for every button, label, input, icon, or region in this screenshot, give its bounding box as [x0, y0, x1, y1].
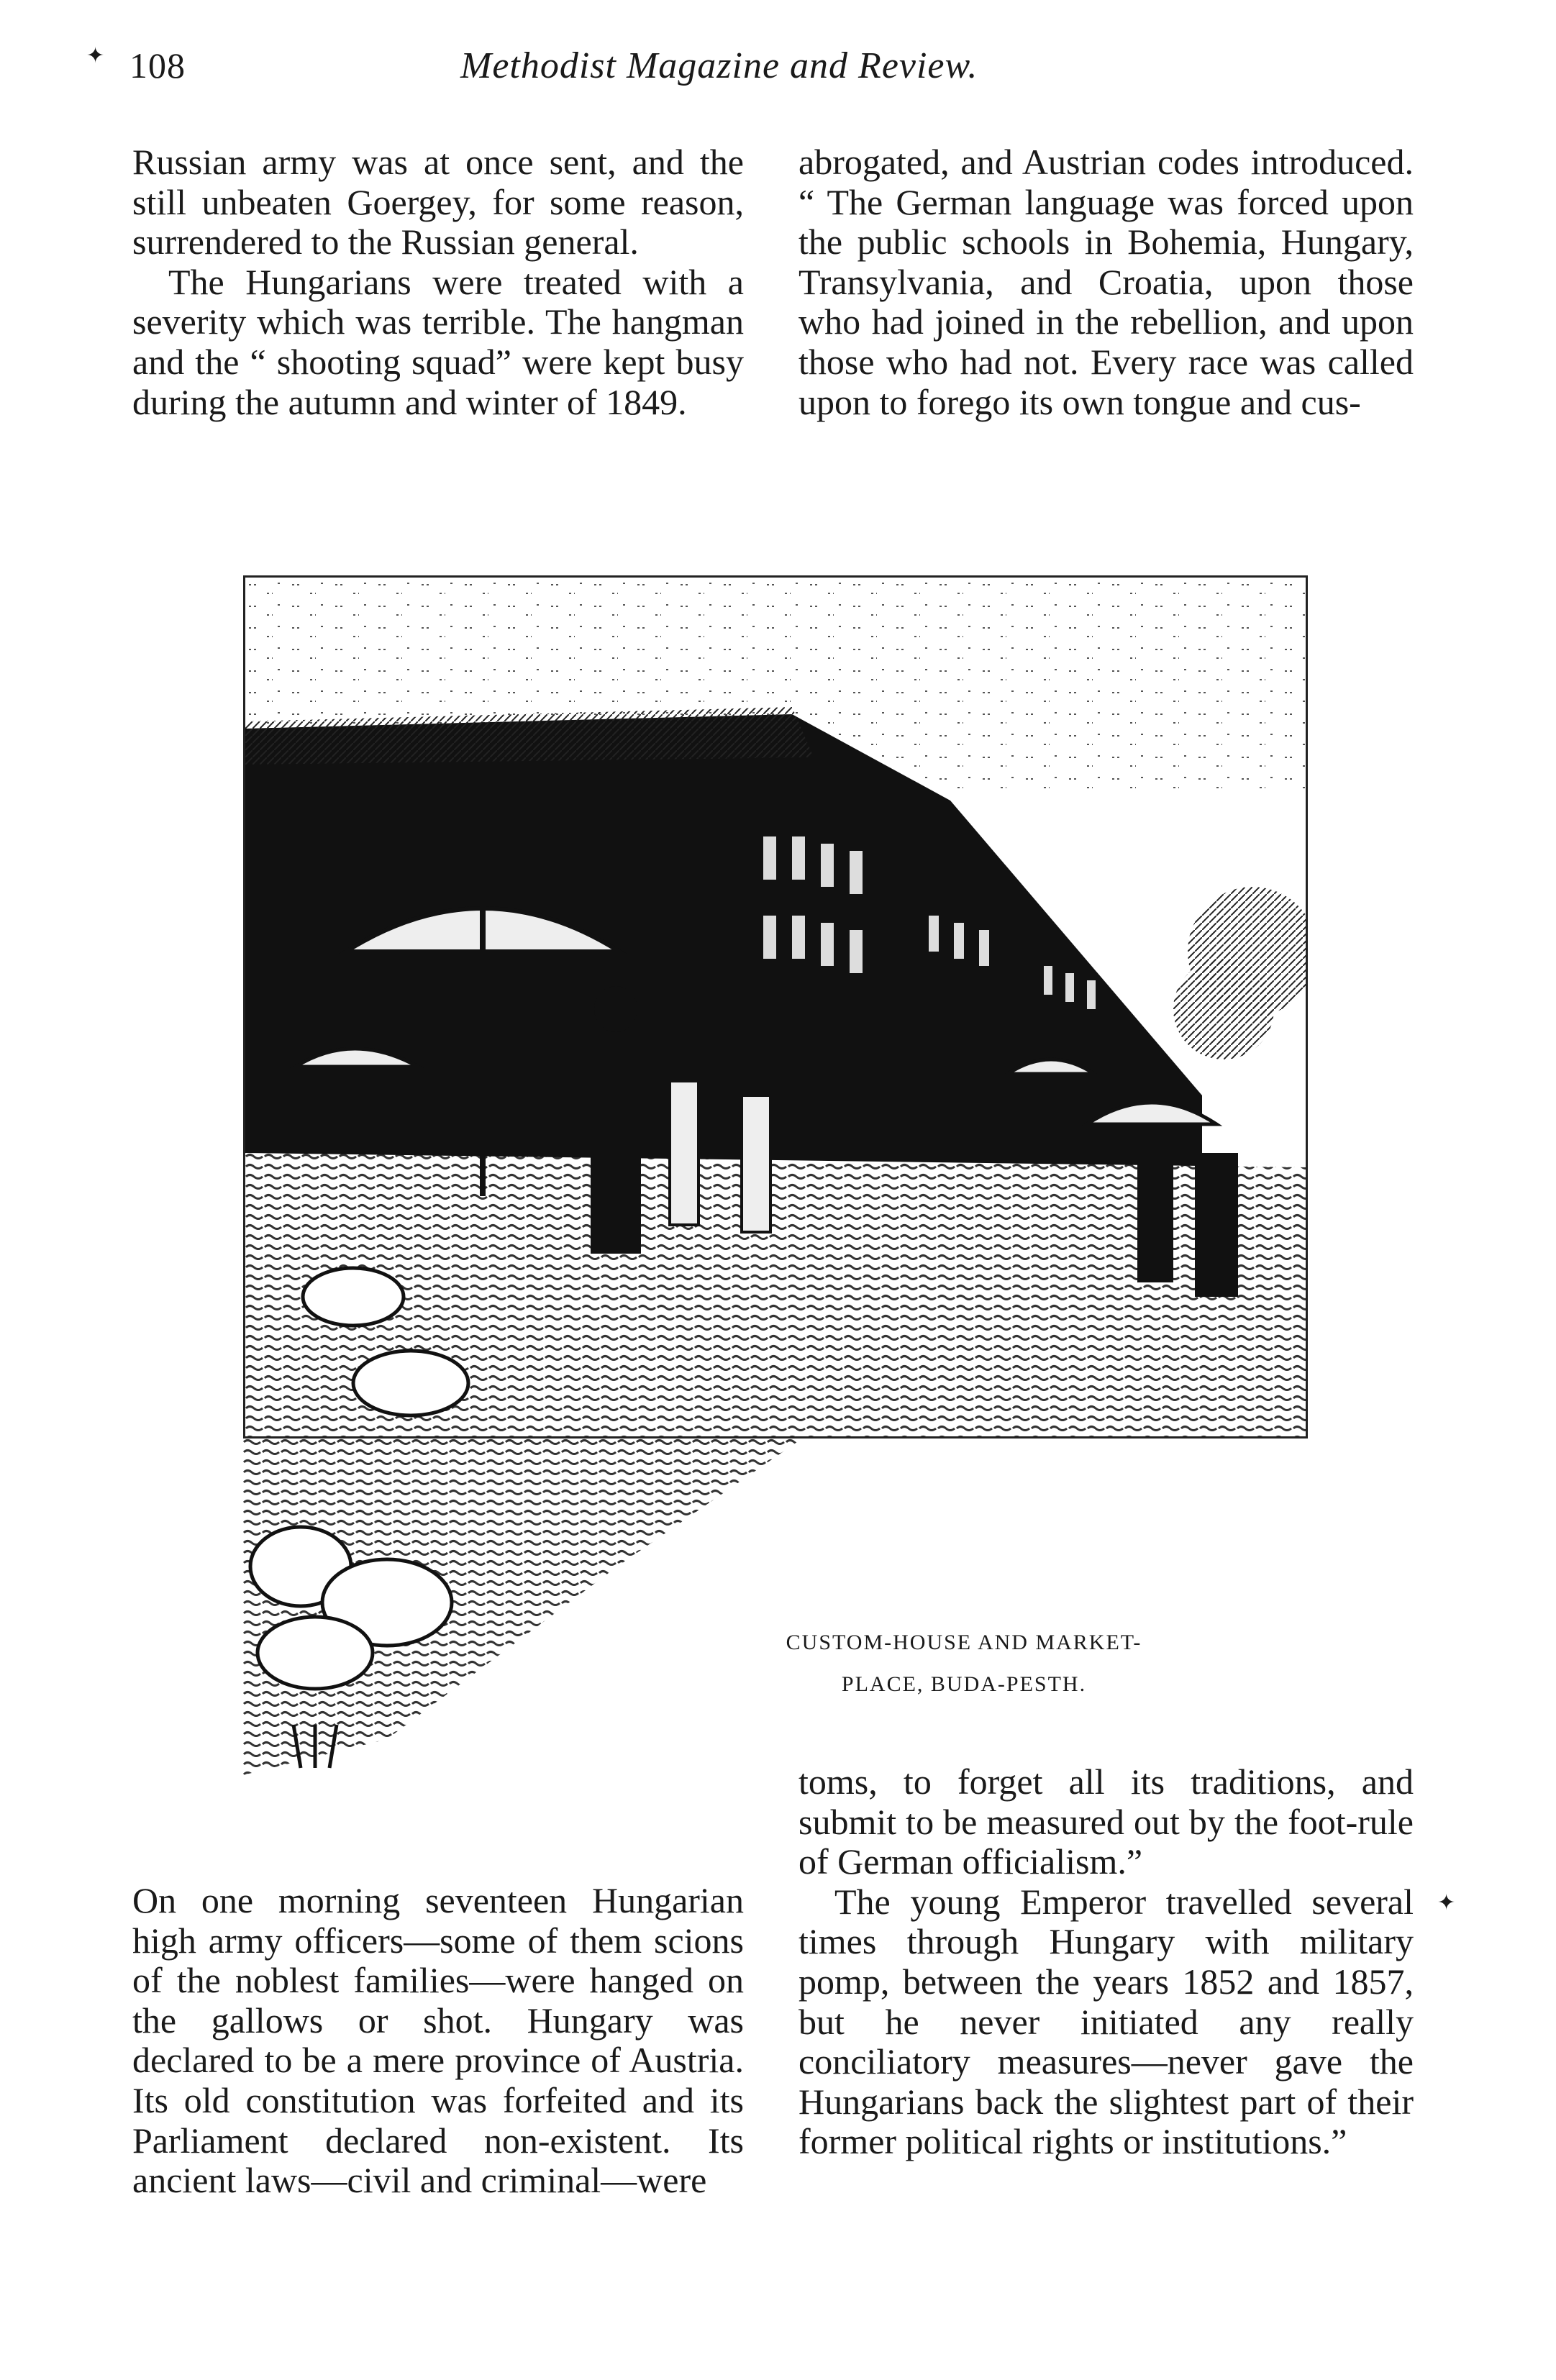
- paragraph: toms, to forget all its traditions, and submit to be measured out by the foot-rule of German officialism.”: [799, 1761, 1414, 1882]
- left-column-top: [132, 142, 744, 422]
- running-title: Methodist Magazine and Review.: [460, 45, 978, 86]
- corner-mark-glyph: ✦: [86, 44, 105, 68]
- market-scene-drawing: [245, 578, 1306, 1436]
- paragraph: The young Emperor travelled several times through Hungary with military pomp, between the years 1852 and 1857, but he never initiated any really conciliatory measures—never gave the Hungarians back the slightest part of their former political rights or institutions.”: [799, 1881, 1414, 2162]
- caption-line: CUSTOM-HOUSE AND MARKET-: [786, 1631, 1142, 1654]
- right-column-bottom: [799, 1762, 1414, 2162]
- caption-line: PLACE, BUDA-PESTH.: [841, 1672, 1087, 1696]
- engraving-illustration-lower: [243, 1437, 804, 1825]
- paragraph: Russian army was at once sent, and the still unbeaten Goergey, for some reason, surrendered to the Russian general.: [132, 142, 744, 263]
- left-column-bottom: [132, 1881, 744, 2201]
- right-column-top: [799, 142, 1414, 422]
- paragraph: abrogated, and Austrian codes introduced. “ The German language was forced upon the public schools in Bohemia, Hungary, Transylvania, and Croatia, upon those who had joined in the rebellion, and upon those who had not. Every race was called upon to forego its own tongue and cus-: [799, 142, 1414, 422]
- paragraph: The Hungarians were treated with a severity which was terrible. The hangman and the “ shooting squad” were kept busy during the autumn and winter of 1849.: [132, 261, 744, 422]
- figure-caption: [734, 1622, 1194, 1705]
- margin-mark-glyph: ✦: [1437, 1891, 1456, 1915]
- page-number: 108: [129, 45, 186, 86]
- paragraph: On one morning seventeen Hungarian high army officers—some of them scions of the noblest families—were hanged on the gallows or shot. Hungary was declared to be a mere province of Austria. Its old constitution was forfeited and its Parliament declared non-existent. Its ancient laws—civil and criminal—were: [132, 1880, 744, 2201]
- page-header: [129, 45, 1424, 102]
- engraving-illustration: [243, 575, 1308, 1439]
